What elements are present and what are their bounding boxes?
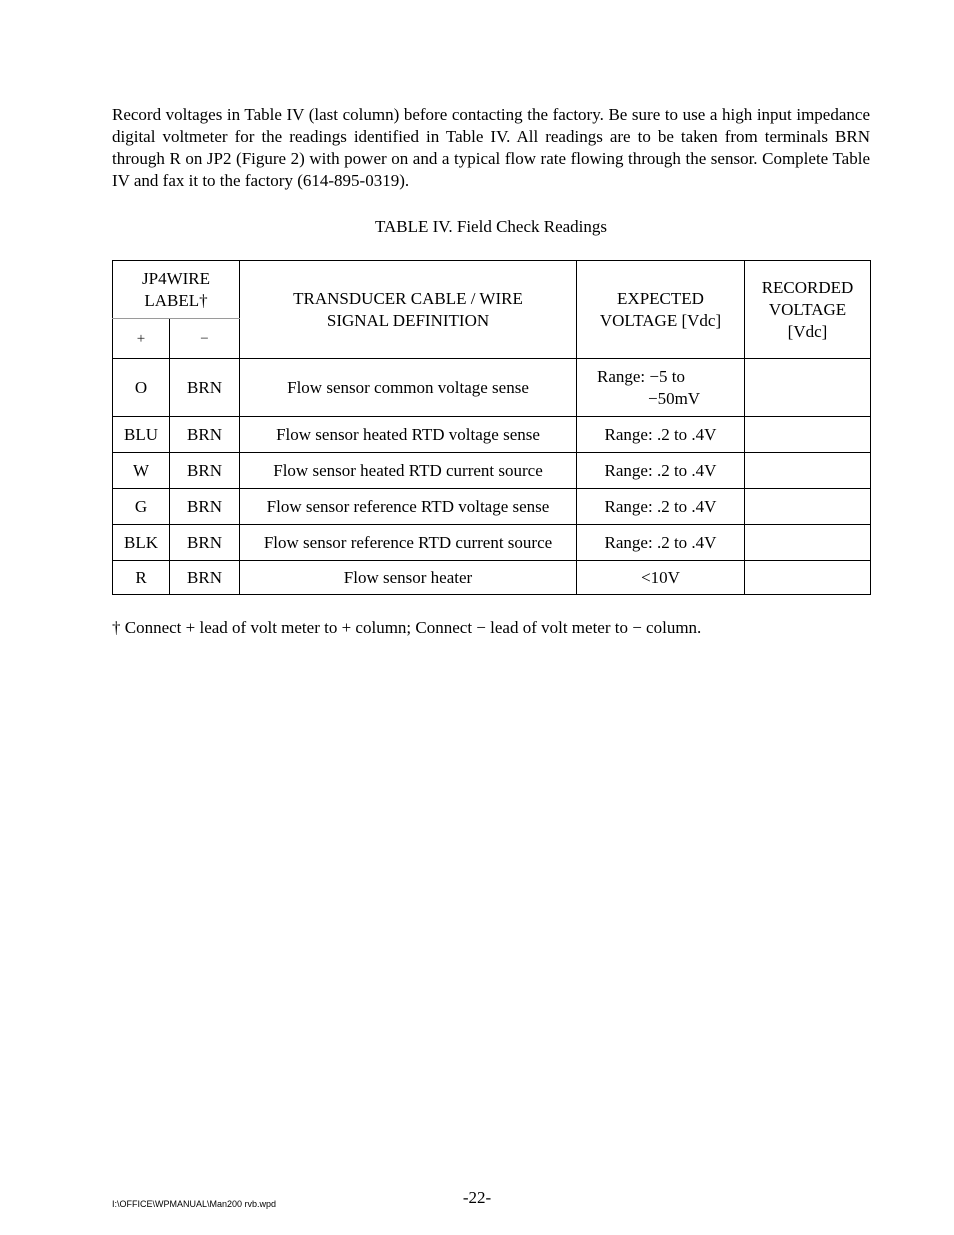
table-row — [113, 417, 871, 453]
file-path: I:\OFFICE\WPMANUAL\Man200 rvb.wpd — [112, 1199, 277, 1209]
cell-minus: BRN — [170, 359, 240, 417]
cell-recorded[interactable] — [745, 489, 871, 525]
header-plus: + — [113, 319, 170, 359]
cell-plus: BLU — [113, 417, 170, 453]
header-signal-definition: TRANSDUCER CABLE / WIRE SIGNAL DEFINITION — [240, 261, 577, 359]
table-row — [113, 489, 871, 525]
table-row — [113, 453, 871, 489]
cell-minus: BRN — [170, 525, 240, 561]
cell-recorded[interactable] — [745, 417, 871, 453]
cell-recorded[interactable] — [745, 525, 871, 561]
cell-minus: BRN — [170, 489, 240, 525]
header-wire-label: JP4WIRE LABEL† — [113, 261, 240, 319]
cell-definition: Flow sensor common voltage sense — [240, 359, 577, 417]
table-row — [113, 561, 871, 595]
header-minus: − — [170, 319, 240, 359]
cell-minus: BRN — [170, 561, 240, 595]
cell-minus: BRN — [170, 417, 240, 453]
page-number: -22- — [462, 1188, 492, 1207]
cell-plus: O — [113, 359, 170, 417]
cell-expected: Range: .2 to .4V — [577, 417, 745, 453]
cell-expected: Range: .2 to .4V — [577, 525, 745, 561]
cell-definition: Flow sensor heated RTD voltage sense — [240, 417, 577, 453]
cell-plus: R — [113, 561, 170, 595]
cell-expected: Range: −5 to −50mV — [577, 359, 745, 417]
cell-expected: Range: .2 to .4V — [577, 489, 745, 525]
header-recorded-voltage: RECORDED VOLTAGE [Vdc] — [745, 261, 871, 359]
cell-definition: Flow sensor reference RTD current source — [240, 525, 577, 561]
field-check-table — [112, 260, 871, 595]
cell-expected: <10V — [577, 561, 745, 595]
cell-definition: Flow sensor heated RTD current source — [240, 453, 577, 489]
cell-plus: G — [113, 489, 170, 525]
cell-expected: Range: .2 to .4V — [577, 453, 745, 489]
cell-recorded[interactable] — [745, 453, 871, 489]
table-row — [113, 525, 871, 561]
intro-paragraph: Record voltages in Table IV (last column) before contacting the factory. Be sure to use a high input impedance digital voltmeter for the readings identified in Table IV. All readings are to be taken from terminals BRN through R on JP2 (Figure 2) with power on and a typical flow rate flowing through the sensor. Complete Table IV and fax it to the factory (614-895-0319). — [112, 105, 870, 190]
cell-definition: Flow sensor reference RTD voltage sense — [240, 489, 577, 525]
header-expected-voltage: EXPECTED VOLTAGE [Vdc] — [577, 261, 745, 359]
cell-minus: BRN — [170, 453, 240, 489]
table-caption: TABLE IV. Field Check Readings — [374, 217, 608, 236]
cell-plus: BLK — [113, 525, 170, 561]
cell-recorded[interactable] — [745, 561, 871, 595]
table-row — [113, 359, 871, 417]
cell-recorded[interactable] — [745, 359, 871, 417]
table-footnote: † Connect + lead of volt meter to + column; Connect − lead of volt meter to − column. — [112, 618, 702, 637]
cell-definition: Flow sensor heater — [240, 561, 577, 595]
cell-plus: W — [113, 453, 170, 489]
